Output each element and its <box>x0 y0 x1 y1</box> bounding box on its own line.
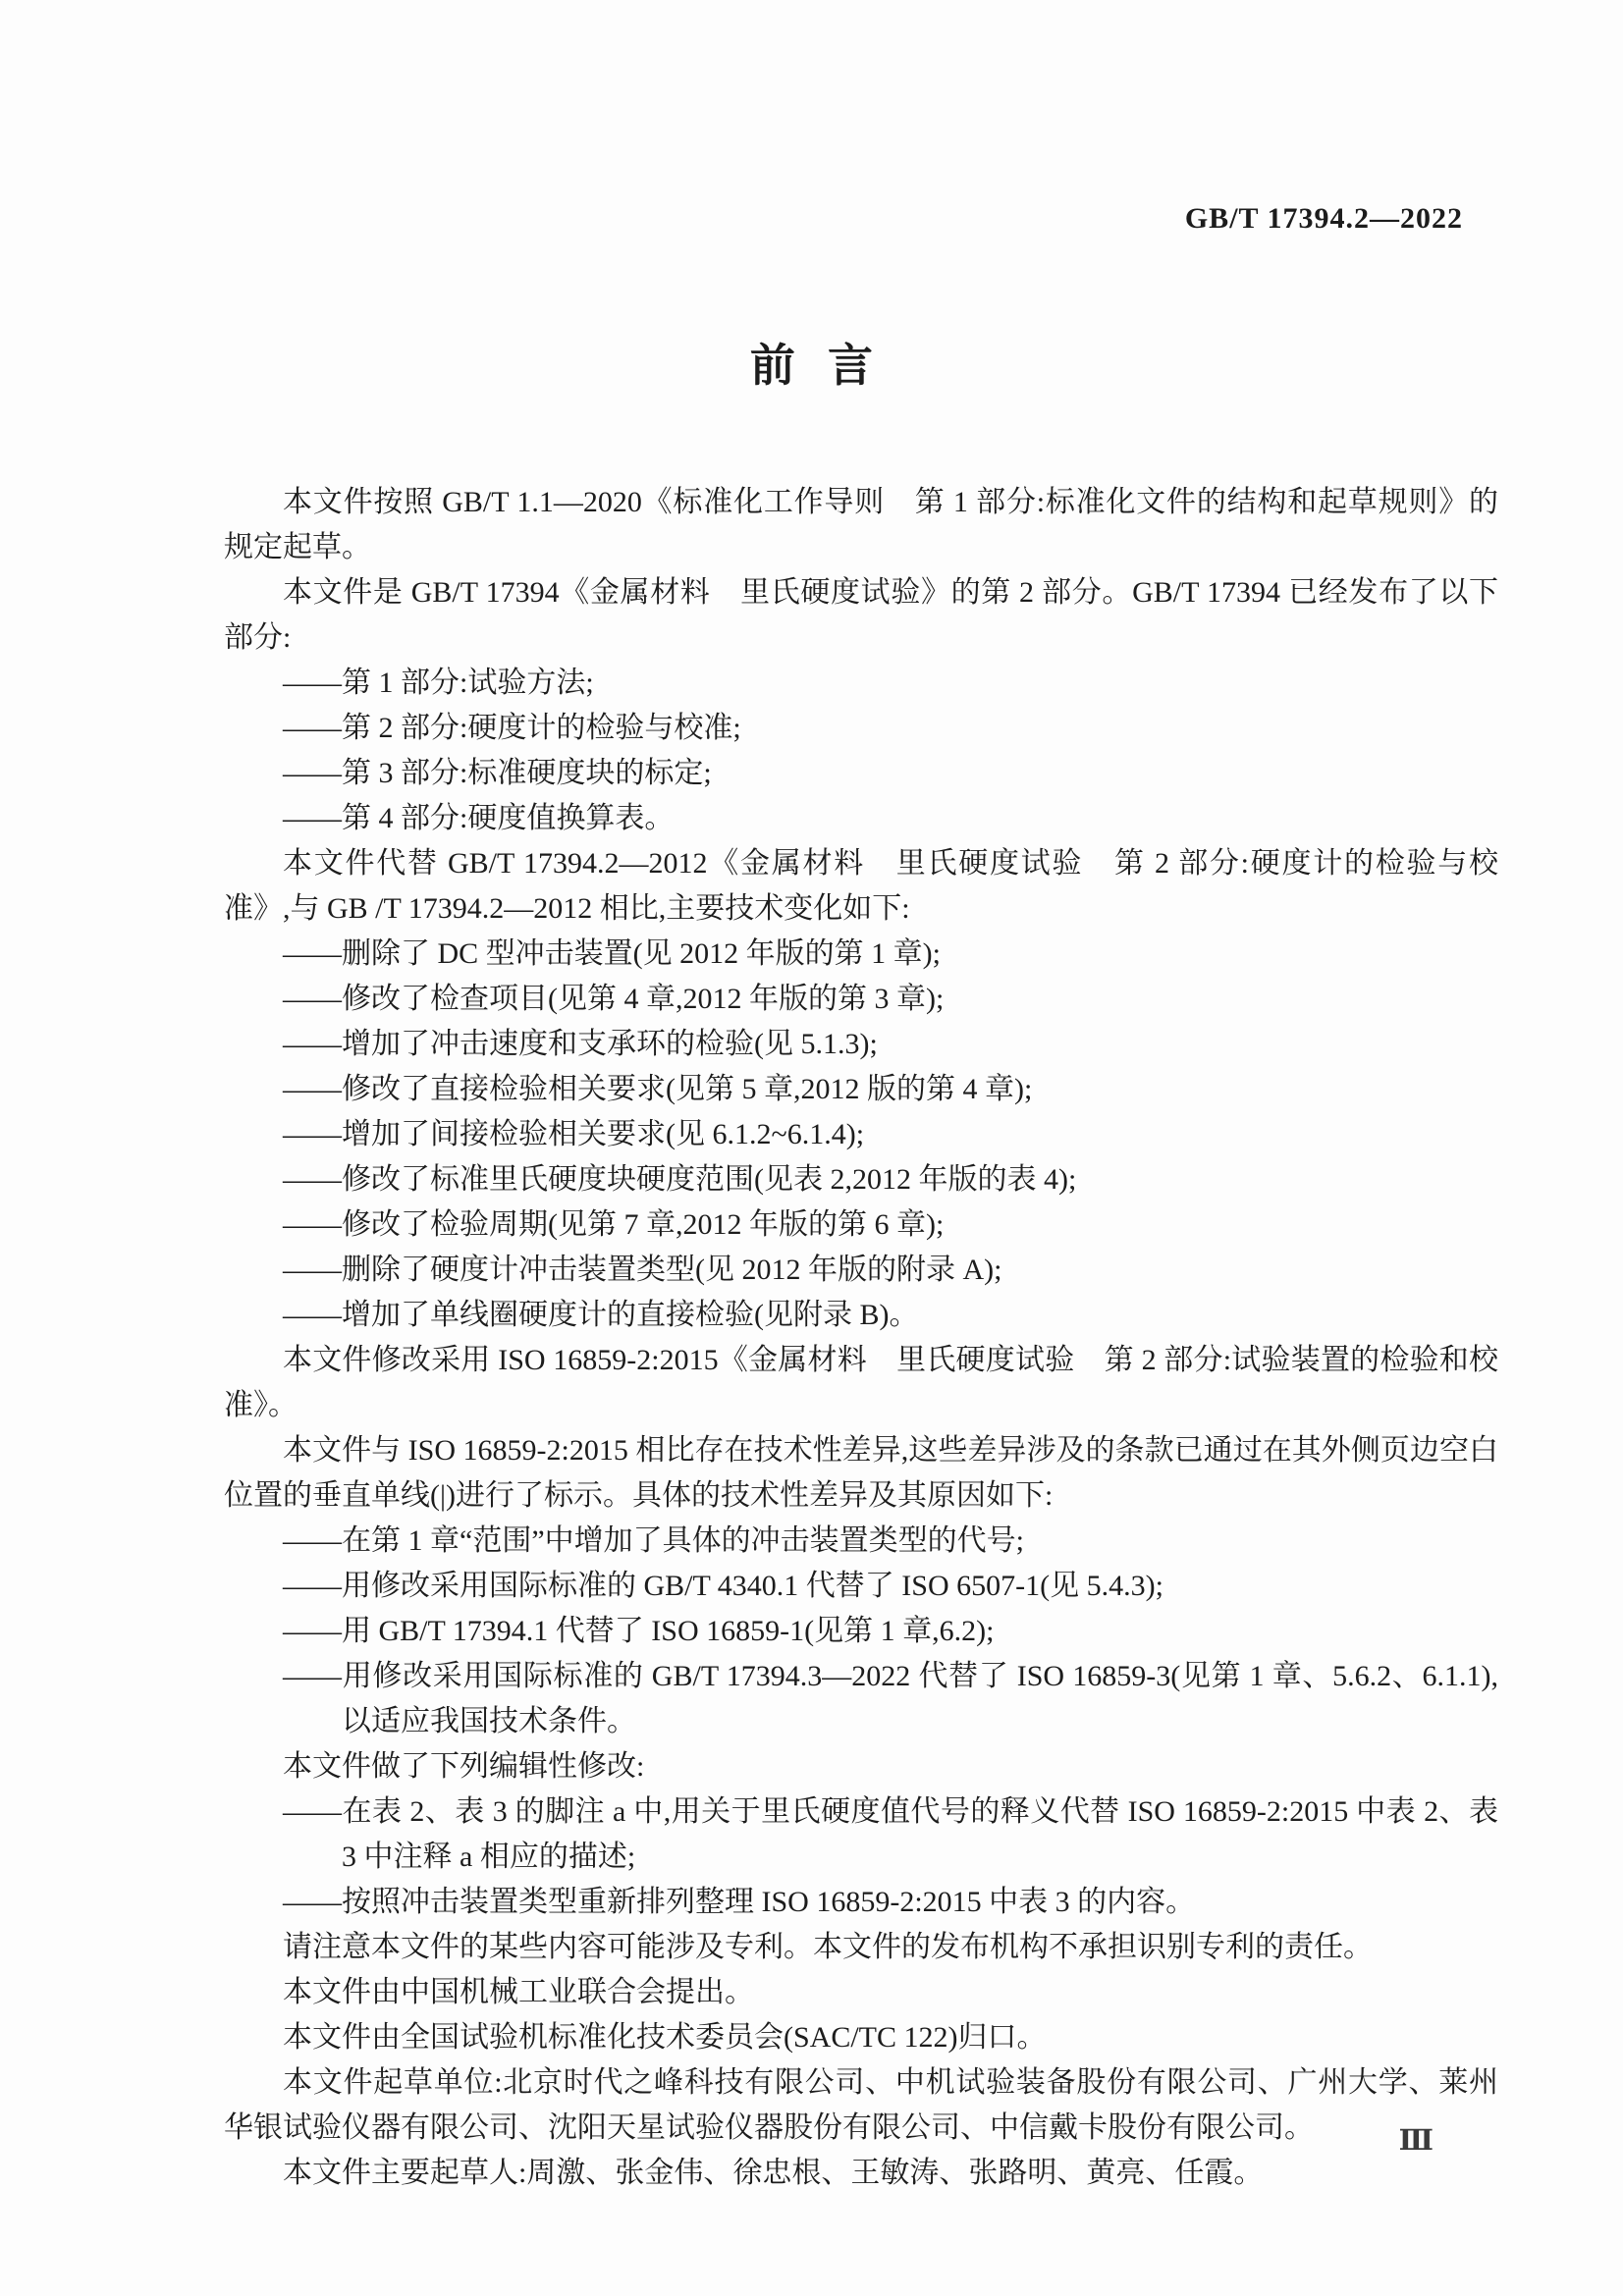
foreword-list-item: ——第 1 部分:试验方法; <box>283 667 594 699</box>
foreword-list-item: ——用修改采用国际标准的 GB/T 17394.3—2022 代替了 ISO 16859-3(见第 1 章、5.6.2、6.1.1),以适应我国技术条件。 <box>283 1660 1498 1737</box>
page-title <box>0 330 1623 395</box>
foreword-list-item: ——第 4 部分:硬度值换算表。 <box>283 802 675 834</box>
foreword-list-item: ——第 2 部分:硬度计的检验与校准; <box>283 712 741 744</box>
foreword-list-item: ——在第 1 章“范围”中增加了具体的冲击装置类型的代号; <box>283 1524 1024 1557</box>
foreword-body <box>224 480 1498 2196</box>
foreword-paragraph: 本文件代替 GB/T 17394.2—2012《金属材料 里氏硬度试验 第 2 部分:硬度计的检验与校准》,与 GB /T 17394.2—2012 相比,主要技术变化如下: <box>224 847 1498 925</box>
foreword-list-item: ——增加了单线圈硬度计的直接检验(见附录 B)。 <box>283 1299 919 1331</box>
foreword-paragraph: 本文件修改采用 ISO 16859-2:2015《金属材料 里氏硬度试验 第 2 部分:试验装置的检验和校准》。 <box>224 1344 1498 1421</box>
page-number: Ⅲ <box>1398 2125 1434 2157</box>
foreword-list-item: ——增加了冲击速度和支承环的检验(见 5.1.3); <box>283 1028 878 1060</box>
foreword-paragraph: 本文件主要起草人:周激、张金伟、徐忠根、王敏涛、张路明、黄亮、任霞。 <box>283 2157 1264 2189</box>
foreword-list-item: ——修改了标准里氏硬度块硬度范围(见表 2,2012 年版的表 4); <box>283 1163 1077 1196</box>
foreword-list-item: ——按照冲击装置类型重新排列整理 ISO 16859-2:2015 中表 3 的内容。 <box>283 1886 1196 1918</box>
foreword-list-item: ——用修改采用国际标准的 GB/T 4340.1 代替了 ISO 6507-1(见 5.4.3); <box>283 1570 1163 1602</box>
foreword-paragraph: 本文件是 GB/T 17394《金属材料 里氏硬度试验》的第 2 部分。GB/T 17394 已经发布了以下部分: <box>224 576 1498 654</box>
foreword-paragraph: 本文件按照 GB/T 1.1—2020《标准化工作导则 第 1 部分:标准化文件的结构和起草规则》的规定起草。 <box>224 486 1498 563</box>
foreword-paragraph: 本文件与 ISO 16859-2:2015 相比存在技术性差异,这些差异涉及的条款已通过在其外侧页边空白位置的垂直单线(|)进行了标示。具体的技术性差异及其原因如下: <box>224 1434 1498 1512</box>
foreword-paragraph: 本文件由中国机械工业联合会提出。 <box>283 1976 754 2008</box>
foreword-list-item: ——修改了检验周期(见第 7 章,2012 年版的第 6 章); <box>283 1208 945 1241</box>
foreword-paragraph: 本文件起草单位:北京时代之峰科技有限公司、中机试验装备股份有限公司、广州大学、莱州华银试验仪器有限公司、沈阳天星试验仪器股份有限公司、中信戴卡股份有限公司。 <box>224 2066 1498 2144</box>
foreword-paragraph: 请注意本文件的某些内容可能涉及专利。本文件的发布机构不承担识别专利的责任。 <box>283 1931 1373 1963</box>
foreword-paragraph: 本文件由全国试验机标准化技术委员会(SAC/TC 122)归口。 <box>283 2021 1047 2054</box>
foreword-list-item: ——修改了检查项目(见第 4 章,2012 年版的第 3 章); <box>283 983 945 1015</box>
foreword-list-item: ——修改了直接检验相关要求(见第 5 章,2012 版的第 4 章); <box>283 1073 1033 1105</box>
foreword-paragraph: 本文件做了下列编辑性修改: <box>283 1750 645 1783</box>
foreword-list-item: ——用 GB/T 17394.1 代替了 ISO 16859-1(见第 1 章,6.2); <box>283 1615 995 1647</box>
page-title-text: 前言 <box>749 341 906 391</box>
foreword-list-item: ——删除了 DC 型冲击装置(见 2012 年版的第 1 章); <box>283 937 941 970</box>
foreword-list-item: ——第 3 部分:标准硬度块的标定; <box>283 757 712 789</box>
foreword-list-item: ——删除了硬度计冲击装置类型(见 2012 年版的附录 A); <box>283 1254 1002 1286</box>
standard-code: GB/T 17394.2—2022 <box>1184 202 1463 235</box>
foreword-list-item: ——增加了间接检验相关要求(见 6.1.2~6.1.4); <box>283 1118 865 1150</box>
foreword-list-item: ——在表 2、表 3 的脚注 a 中,用关于里氏硬度值代号的释义代替 ISO 16859-2:2015 中表 2、表 3 中注释 a 相应的描述; <box>283 1795 1498 1873</box>
